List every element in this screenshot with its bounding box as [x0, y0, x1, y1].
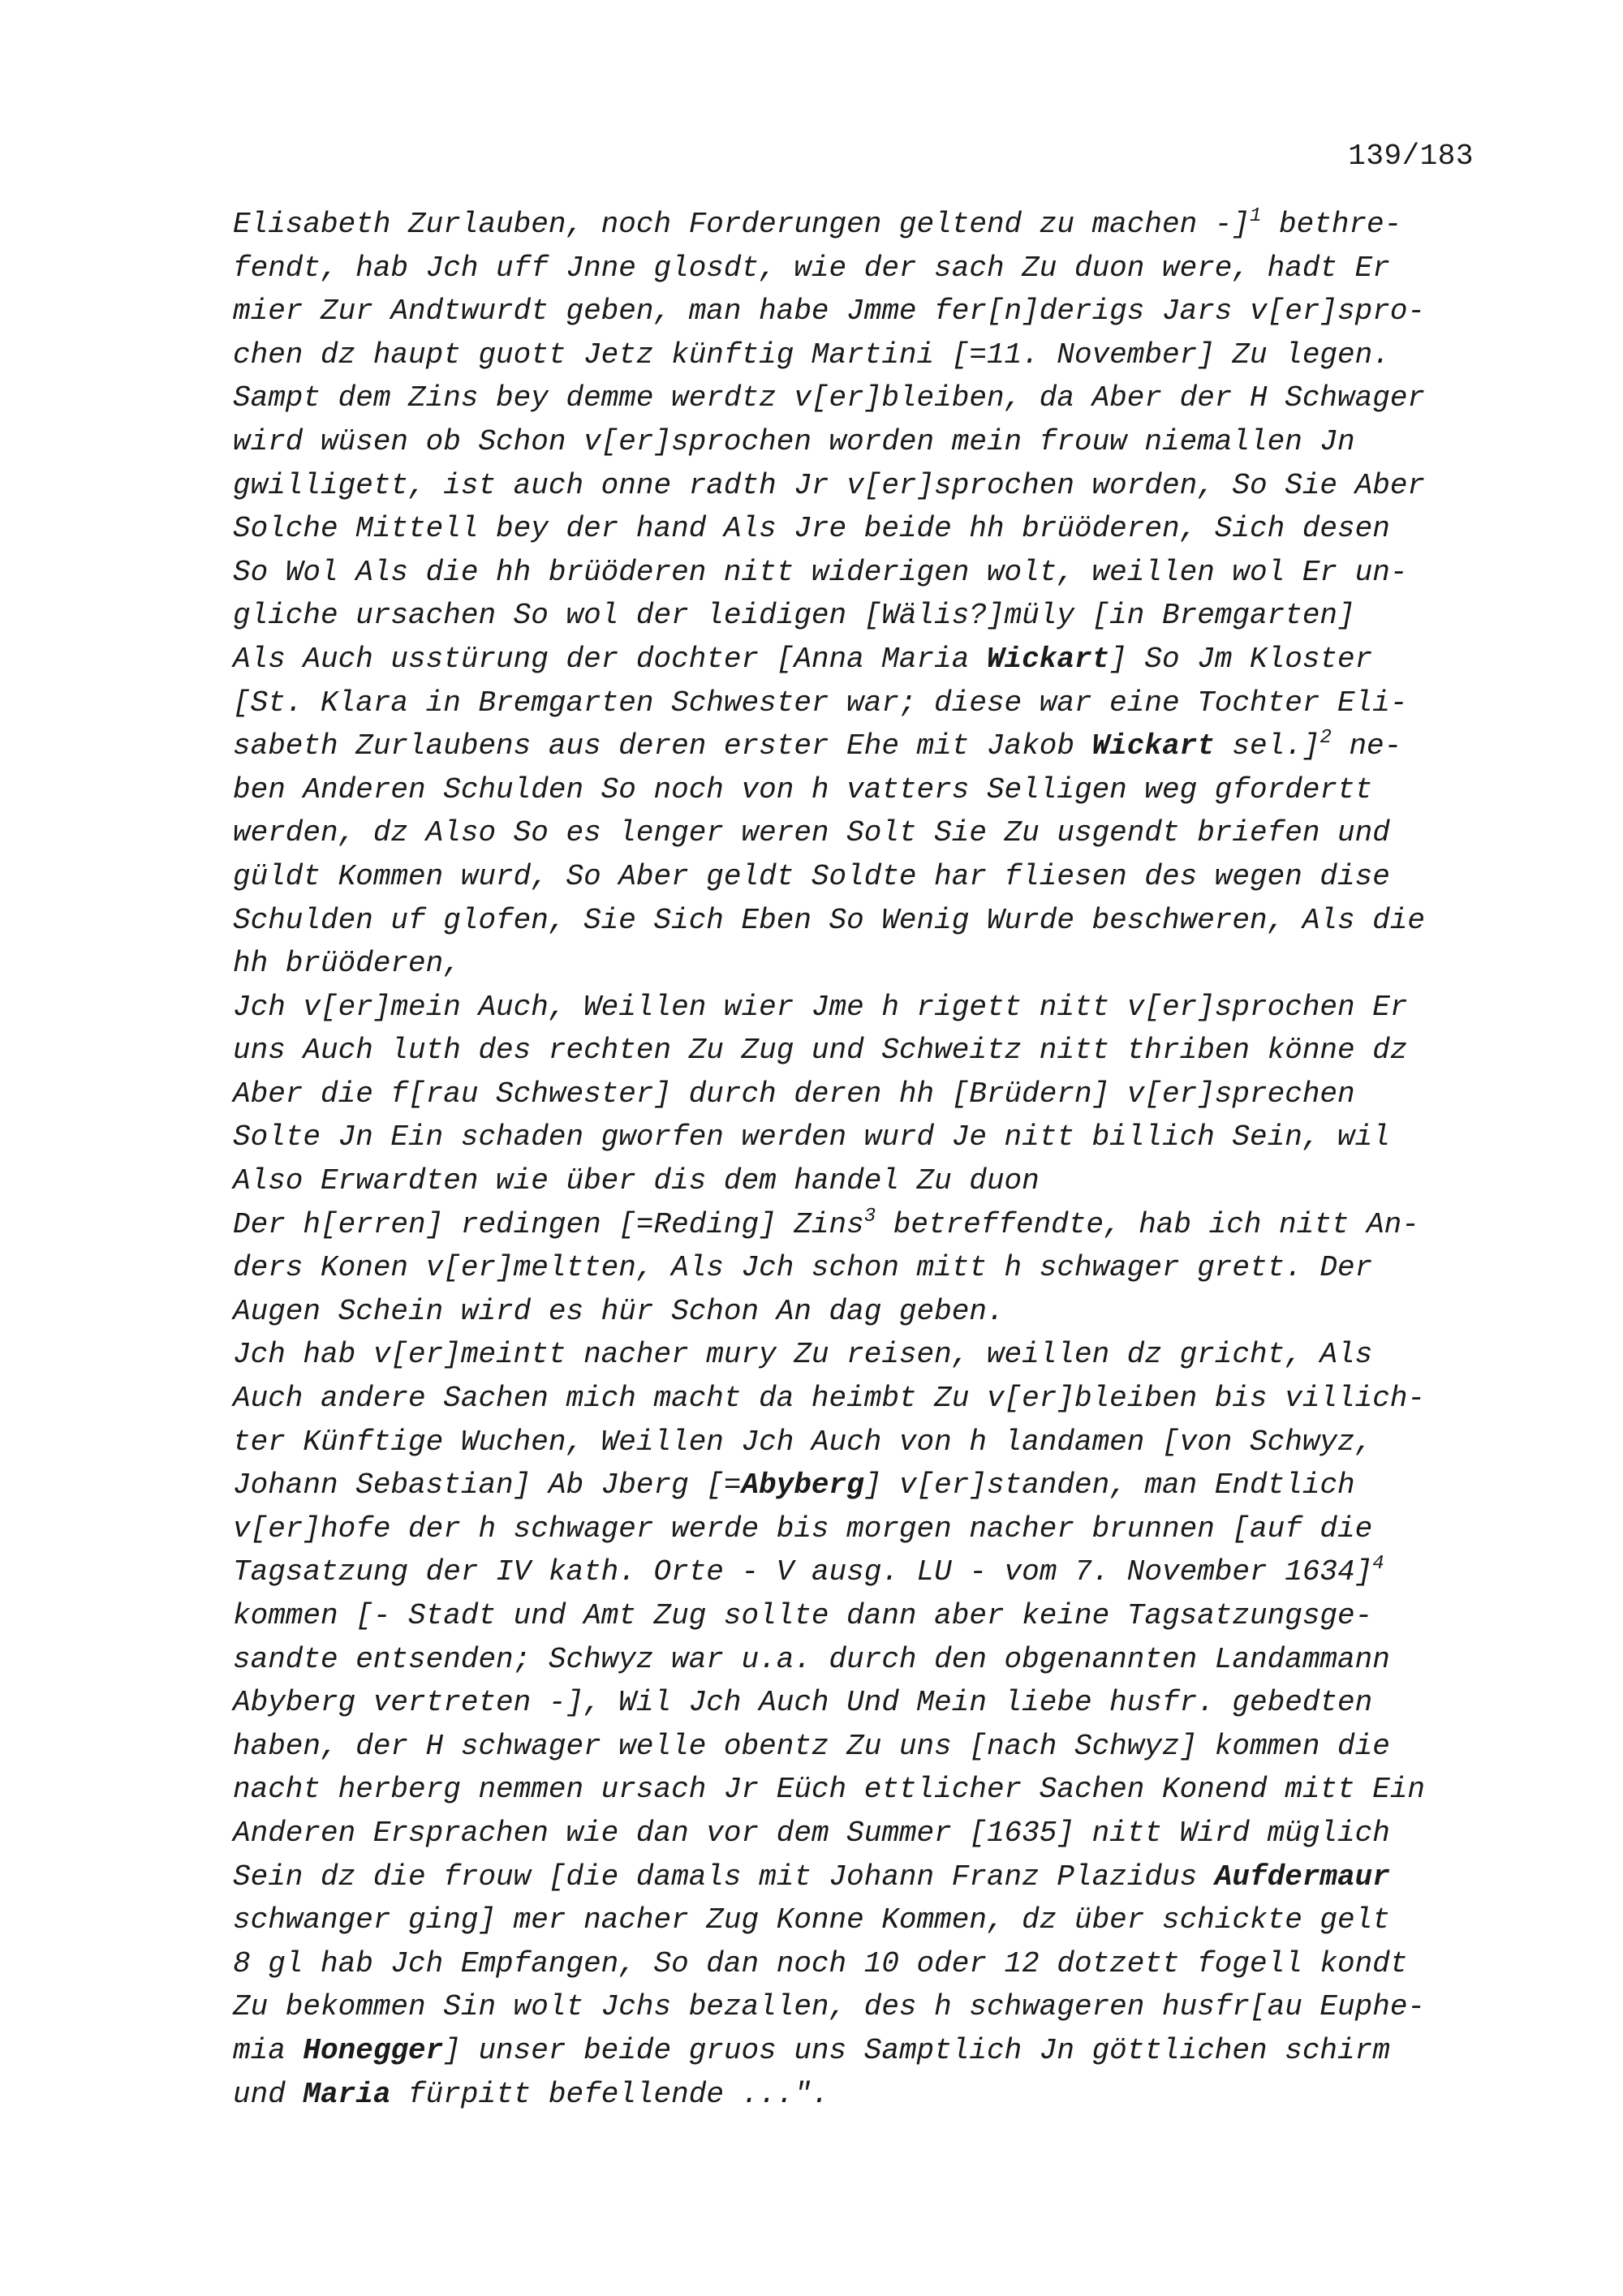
text-line: [233, 507, 1499, 551]
text-line: [233, 638, 1499, 681]
text-segment: wird wüsen ob Schon v[er]sprochen worden mein frouw niemallen Jn: [233, 424, 1355, 458]
text-line: [233, 1333, 1499, 1377]
letter-transcription: [233, 203, 1499, 2116]
text-segment: hh brüöderen,: [233, 947, 461, 981]
text-line: [233, 1550, 1499, 1594]
text-line: [233, 594, 1499, 638]
text-segment: Aber die f[rau Schwester] durch deren hh [Brüdern] v[er]sprechen: [233, 1077, 1355, 1111]
text-segment: betreffendte, hab ich nitt An-: [876, 1207, 1419, 1241]
text-line: [233, 899, 1499, 943]
highlighted-name: Maria: [303, 2077, 391, 2111]
text-segment: fendt, hab Jch uff Jnne glosdt, wie der sach Zu duon were, hadt Er: [233, 251, 1390, 285]
text-segment: Als Auch usstürung der dochter [Anna Maria: [233, 642, 987, 676]
text-segment: Der h[erren] redingen [=Reding] Zins: [233, 1207, 864, 1241]
footnote-marker: 1: [1250, 205, 1262, 227]
text-line: [233, 464, 1499, 508]
highlighted-name: Aufdermaur: [1214, 1860, 1390, 1894]
text-line: [233, 290, 1499, 333]
text-segment: ders Konen v[er]meltten, Als Jch schon mitt h schwager grett. Der: [233, 1251, 1373, 1285]
text-segment: bethre-: [1261, 208, 1402, 241]
highlighted-name: Abyberg: [741, 1468, 864, 1503]
text-line: [233, 551, 1499, 595]
text-segment: gliche ursachen So wol der leidigen [Wälis?]müly [in Bremgarten]: [233, 599, 1355, 633]
text-line: [233, 811, 1499, 855]
text-segment: Augen Schein wird es hür Schon An dag geben.: [233, 1294, 1005, 1328]
text-line: [233, 855, 1499, 899]
text-segment: ne-: [1331, 729, 1402, 763]
text-segment: Sein dz die frouw [die damals mit Johann Franz Plazidus: [233, 1860, 1215, 1894]
text-line: [233, 1421, 1499, 1464]
text-segment: fürpitt befellende ...".: [390, 2077, 829, 2111]
text-line: [233, 1898, 1499, 1942]
text-segment: güldt Kommen wurd, So Aber geldt Soldte har fliesen des wegen dise: [233, 859, 1390, 893]
text-segment: chen dz haupt guott Jetz künftig Martini [=11. November] Zu legen.: [233, 338, 1390, 372]
text-segment: werden, dz Also So es lenger weren Solt Sie Zu usgendt briefen und: [233, 816, 1390, 850]
text-segment: [St. Klara in Bremgarten Schwester war; diese war eine Tochter Eli-: [233, 686, 1408, 720]
text-line: [233, 768, 1499, 812]
text-segment: So Wol Als die hh brüöderen nitt widerigen wolt, weillen wol Er un-: [233, 555, 1408, 589]
text-line: [233, 681, 1499, 725]
text-segment: schwanger ging] mer nacher Zug Konne Kommen, dz über schickte gelt: [233, 1903, 1390, 1937]
text-segment: kommen [- Stadt und Amt Zug sollte dann aber keine Tagsatzungsge-: [233, 1599, 1373, 1632]
text-segment: Elisabeth Zurlauben, noch Forderungen geltend zu machen -]: [233, 208, 1251, 241]
footnote-marker: 2: [1319, 727, 1332, 750]
text-segment: nacht herberg nemmen ursach Jr Eüch ettlicher Sachen Konend mitt Ein: [233, 1773, 1426, 1807]
text-line: [233, 1942, 1499, 1986]
text-line: [233, 724, 1499, 768]
text-segment: Also Erwardten wie über dis dem handel Zu duon: [233, 1164, 1040, 1198]
text-line: [233, 942, 1499, 986]
text-segment: haben, der H schwager welle obentz Zu uns [nach Schwyz] kommen die: [233, 1729, 1390, 1763]
text-line: [233, 1507, 1499, 1551]
text-line: [233, 1985, 1499, 2029]
text-segment: Auch andere Sachen mich macht da heimbt Zu v[er]bleiben bis villich-: [233, 1382, 1426, 1416]
text-segment: Tagsatzung der IV kath. Orte - V ausg. LU - vom 7. November 1634]: [233, 1555, 1373, 1589]
text-segment: Johann Sebastian] Ab Jberg [=: [233, 1468, 742, 1503]
text-segment: sabeth Zurlaubens aus deren erster Ehe mit Jakob: [233, 729, 1092, 763]
text-line: [233, 1290, 1499, 1334]
text-segment: sel.]: [1214, 729, 1320, 763]
text-line: [233, 376, 1499, 420]
text-segment: Anderen Ersprachen wie dan vor dem Summer [1635] nitt Wird müglich: [233, 1816, 1390, 1850]
text-line: [233, 1594, 1499, 1638]
text-segment: ] v[er]standen, man Endtlich: [863, 1468, 1355, 1503]
text-segment: v[er]hofe der h schwager werde bis morgen nacher brunnen [auf die: [233, 1511, 1373, 1546]
text-line: [233, 1855, 1499, 1899]
text-line: [233, 1073, 1499, 1116]
text-line: [233, 2073, 1499, 2117]
footnote-marker: 4: [1372, 1553, 1384, 1576]
text-line: [233, 1246, 1499, 1290]
highlighted-name: Wickart: [986, 642, 1110, 676]
text-line: [233, 1029, 1499, 1073]
text-segment: ] unser beide gruos uns Samptlich Jn göttlichen schirm: [443, 2033, 1390, 2067]
text-line: [233, 1768, 1499, 1812]
text-line: [233, 986, 1499, 1030]
footnote-marker: 3: [863, 1205, 876, 1228]
text-line: [233, 1464, 1499, 1507]
text-segment: Sampt dem Zins bey demme werdtz v[er]bleiben, da Aber der H Schwager: [233, 381, 1426, 415]
text-line: [233, 1638, 1499, 1682]
text-segment: ter Künftige Wuchen, Weillen Jch Auch von h landamen [von Schwyz,: [233, 1425, 1373, 1459]
text-line: [233, 420, 1499, 464]
text-segment: ] So Jm Kloster: [1109, 642, 1373, 676]
text-segment: und: [233, 2077, 304, 2111]
text-segment: mier Zur Andtwurdt geben, man habe Jmme fer[n]derigs Jars v[er]spro-: [233, 295, 1426, 329]
text-line: [233, 2029, 1499, 2073]
text-segment: Jch v[er]mein Auch, Weillen wier Jme h rigett nitt v[er]sprochen Er: [233, 990, 1408, 1024]
text-segment: Solte Jn Ein schaden gworfen werden wurd Je nitt billich Sein, wil: [233, 1120, 1390, 1154]
page-number: 139/183: [1348, 140, 1474, 173]
text-segment: 8 gl hab Jch Empfangen, So dan noch 10 oder 12 dotzett fogell kondt: [233, 1946, 1408, 1980]
text-line: [233, 1159, 1499, 1203]
text-line: [233, 1203, 1499, 1247]
text-segment: mia: [233, 2033, 304, 2067]
text-segment: sandte entsenden; Schwyz war u.a. durch den obgenannten Landammann: [233, 1642, 1390, 1676]
text-line: [233, 1377, 1499, 1421]
text-line: [233, 1116, 1499, 1159]
text-segment: Solche Mittell bey der hand Als Jre beide hh brüöderen, Sich desen: [233, 512, 1390, 546]
text-segment: uns Auch luth des rechten Zu Zug und Schweitz nitt thriben könne dz: [233, 1034, 1408, 1068]
highlighted-name: Honegger: [303, 2033, 444, 2067]
text-line: [233, 1725, 1499, 1769]
text-segment: gwilligett, ist auch onne radth Jr v[er]sprochen worden, So Sie Aber: [233, 468, 1426, 502]
text-line: [233, 1812, 1499, 1855]
text-line: [233, 1681, 1499, 1725]
text-line: [233, 333, 1499, 377]
text-line: [233, 203, 1499, 247]
text-segment: Schulden uf glofen, Sie Sich Eben So Wenig Wurde beschweren, Als die: [233, 903, 1426, 937]
highlighted-name: Wickart: [1091, 729, 1215, 763]
text-segment: ben Anderen Schulden So noch von h vatters Selligen weg gfordertt: [233, 772, 1373, 806]
text-segment: Zu bekommen Sin wolt Jchs bezallen, des h schwageren husfr[au Euphe-: [233, 1990, 1426, 2024]
text-segment: Abyberg vertreten -], Wil Jch Auch Und Mein liebe husfr. gebedten: [233, 1686, 1373, 1720]
text-line: [233, 247, 1499, 290]
text-segment: Jch hab v[er]meintt nacher mury Zu reisen, weillen dz gricht, Als: [233, 1338, 1373, 1372]
